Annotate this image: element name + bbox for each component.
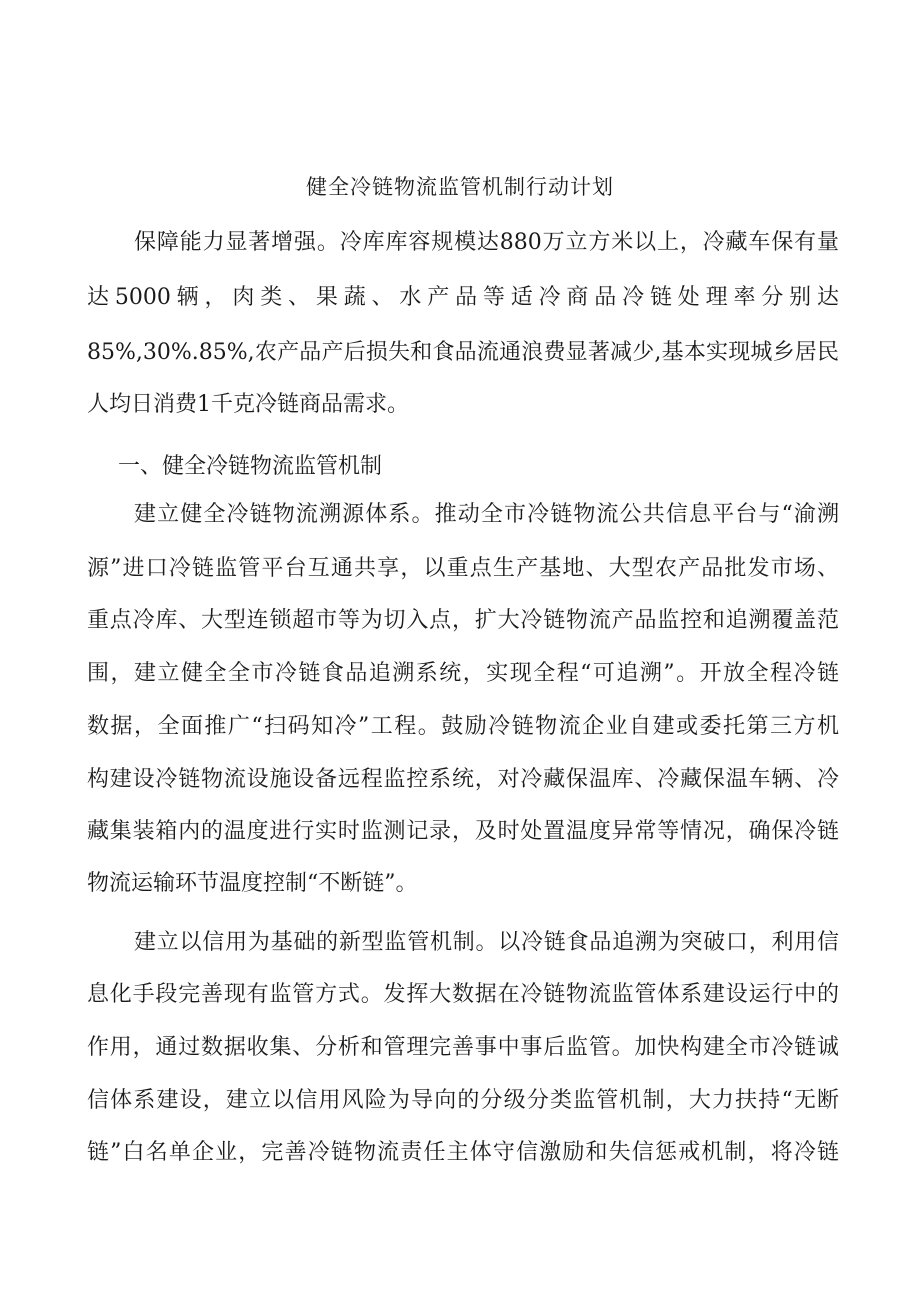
paragraph-3-line-1: 建立以信用为基础的新型监管机制。以冷链食品追溯为突破口，利用信 [134, 930, 839, 955]
paragraph-1-line-2: 达5000辆，肉类、果蔬、水产品等适冷商品冷链处理率分别达 [87, 285, 839, 310]
section-heading: 一、健全冷链物流监管机制 [118, 454, 383, 479]
paragraph-1-line-4: 人均日消费1千克冷链商品需求。 [87, 392, 409, 417]
paragraph-2-line-8: 物流运输环节温度控制“不断链”。 [87, 871, 418, 896]
paragraph-2-line-4: 围，建立健全全市冷链食品追溯系统，实现全程“可追溯”。开放全程冷链 [87, 661, 839, 686]
paragraph-2-line-7: 藏集装箱内的温度进行实时监测记录，及时处置温度异常等情况，确保冷链 [87, 819, 839, 844]
paragraph-2-line-6: 构建设冷链物流设施设备远程监控系统，对冷藏保温库、冷藏保温车辆、冷 [87, 767, 839, 792]
paragraph-1-line-3: 85%,30%.85%,农产品产后损失和食品流通浪费显著减少,基本实现城乡居民 [87, 340, 839, 365]
paragraph-3-line-4: 信体系建设，建立以信用风险为导向的分级分类监管机制，大力扶持“无断 [87, 1088, 839, 1113]
paragraph-3-line-5: 链”白名单企业，完善冷链物流责任主体守信激励和失信惩戒机制，将冷链 [87, 1140, 839, 1165]
paragraph-2-line-5: 数据，全面推广“扫码知冷”工程。鼓励冷链物流企业自建或委托第三方机 [87, 714, 839, 739]
paragraph-3-line-2: 息化手段完善现有监管方式。发挥大数据在冷链物流监管体系建设运行中的 [87, 982, 839, 1007]
paragraph-2-line-3: 重点冷库、大型连锁超市等为切入点，扩大冷链物流产品监控和追溯覆盖范 [87, 608, 839, 633]
paragraph-1-line-1: 保障能力显著增强。冷库库容规模达880万立方米以上，冷藏车保有量 [134, 230, 839, 255]
paragraph-3-line-3: 作用，通过数据收集、分析和管理完善事中事后监管。加快构建全市冷链诚 [87, 1035, 839, 1060]
paragraph-2-line-1: 建立健全冷链物流溯源体系。推动全市冷链物流公共信息平台与“渝溯 [134, 502, 839, 527]
paragraph-2-line-2: 源”进口冷链监管平台互通共享，以重点生产基地、大型农产品批发市场、 [87, 556, 839, 581]
document-title: 健全冷链物流监管机制行动计划 [306, 175, 614, 199]
